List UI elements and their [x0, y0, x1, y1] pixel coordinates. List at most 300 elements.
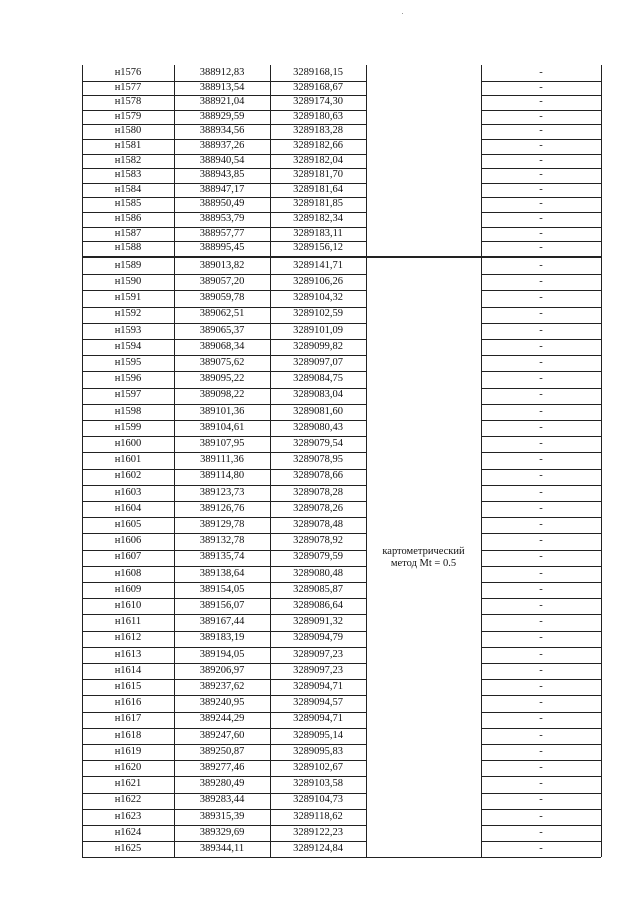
- note-cell: -: [539, 664, 543, 676]
- table-row: [82, 695, 601, 711]
- y-coordinate-cell: 3289118,62: [293, 810, 343, 822]
- table-row: [82, 582, 601, 598]
- column-divider: [174, 256, 175, 857]
- point-id-cell: н1614: [114, 664, 142, 676]
- point-id-cell: н1622: [114, 794, 142, 806]
- point-id-cell: н1597: [114, 389, 142, 401]
- note-cell: -: [539, 405, 543, 417]
- row-divider: [82, 614, 366, 615]
- x-coordinate-cell: 389194,05: [199, 648, 245, 660]
- table-row: [82, 110, 601, 125]
- y-coordinate-cell: 3289094,71: [293, 713, 343, 725]
- point-id-cell: н1583: [114, 169, 142, 181]
- x-coordinate-cell: 389126,76: [199, 502, 245, 514]
- x-coordinate-cell: 389057,20: [199, 276, 245, 288]
- x-coordinate-cell: 389206,97: [199, 664, 245, 676]
- column-divider: [270, 65, 271, 256]
- row-divider: [82, 776, 366, 777]
- row-divider: [481, 744, 601, 745]
- x-coordinate-cell: 389183,19: [199, 632, 245, 644]
- note-cell: -: [539, 421, 543, 433]
- y-coordinate-cell: 3289099,82: [293, 340, 343, 352]
- table-row: [82, 339, 601, 355]
- row-divider: [481, 501, 601, 502]
- note-cell: -: [539, 198, 543, 210]
- row-divider: [82, 663, 366, 664]
- point-id-cell: н1617: [114, 713, 142, 725]
- point-id-cell: н1582: [114, 154, 142, 166]
- table-row: [82, 533, 601, 549]
- x-coordinate-cell: 389114,80: [199, 470, 245, 482]
- y-coordinate-cell: 3289091,32: [293, 616, 343, 628]
- row-divider: [481, 695, 601, 696]
- row-divider: [481, 436, 601, 437]
- table-row: [82, 728, 601, 744]
- table-row: [82, 154, 601, 169]
- y-coordinate-cell: 3289095,14: [293, 729, 343, 741]
- y-coordinate-cell: 3289078,66: [293, 470, 343, 482]
- point-id-cell: н1620: [114, 762, 142, 774]
- point-id-cell: н1593: [114, 324, 142, 336]
- y-coordinate-cell: 3289181,70: [293, 169, 343, 181]
- note-cell: -: [539, 292, 543, 304]
- table-row: [82, 663, 601, 679]
- point-id-cell: н1615: [114, 681, 142, 693]
- column-divider: [366, 65, 367, 256]
- y-coordinate-cell: 3289095,83: [293, 745, 343, 757]
- table-row: [82, 841, 601, 857]
- row-divider: [481, 776, 601, 777]
- table-row: [82, 793, 601, 809]
- x-coordinate-cell: 388995,45: [199, 242, 245, 254]
- table-row: [82, 825, 601, 841]
- row-divider: [82, 124, 366, 125]
- note-cell: -: [539, 96, 543, 108]
- y-coordinate-cell: 3289102,67: [293, 762, 343, 774]
- point-id-cell: н1587: [114, 227, 142, 239]
- note-cell: -: [539, 183, 543, 195]
- x-coordinate-cell: 389101,36: [199, 405, 245, 417]
- row-divider: [82, 744, 366, 745]
- row-divider: [481, 355, 601, 356]
- note-cell: -: [539, 697, 543, 709]
- x-coordinate-cell: 389250,87: [199, 745, 245, 757]
- x-coordinate-cell: 388953,79: [199, 213, 245, 225]
- row-divider: [82, 371, 366, 372]
- row-divider: [82, 241, 366, 242]
- column-divider: [174, 65, 175, 256]
- point-id-cell: н1590: [114, 276, 142, 288]
- point-id-cell: н1576: [114, 67, 142, 79]
- x-coordinate-cell: 389059,78: [199, 292, 245, 304]
- row-divider: [481, 168, 601, 169]
- row-divider: [481, 809, 601, 810]
- row-divider: [481, 227, 601, 228]
- note-cell: -: [539, 213, 543, 225]
- note-cell: -: [539, 227, 543, 239]
- x-coordinate-cell: 388921,04: [199, 96, 245, 108]
- x-coordinate-cell: 389138,64: [199, 567, 245, 579]
- note-cell: -: [539, 389, 543, 401]
- x-coordinate-cell: 389135,74: [199, 551, 245, 563]
- note-cell: -: [539, 551, 543, 563]
- y-coordinate-cell: 3289078,28: [293, 486, 343, 498]
- row-divider: [82, 469, 366, 470]
- column-divider: [82, 256, 83, 857]
- x-coordinate-cell: 389111,36: [200, 454, 244, 466]
- note-cell: -: [539, 259, 543, 271]
- x-coordinate-cell: 389075,62: [199, 357, 245, 369]
- point-id-cell: н1607: [114, 551, 142, 563]
- x-coordinate-cell: 388913,54: [199, 81, 245, 93]
- row-divider: [82, 95, 366, 96]
- row-divider: [481, 183, 601, 184]
- x-coordinate-cell: 389244,29: [199, 713, 245, 725]
- point-id-cell: н1625: [114, 843, 142, 855]
- point-id-cell: н1600: [114, 438, 142, 450]
- table-row: [82, 388, 601, 404]
- x-coordinate-cell: 388943,85: [199, 169, 245, 181]
- note-cell: -: [539, 486, 543, 498]
- x-coordinate-cell: 388937,26: [199, 140, 245, 152]
- x-coordinate-cell: 389095,22: [199, 373, 245, 385]
- note-cell: -: [539, 470, 543, 482]
- row-divider: [82, 436, 366, 437]
- y-coordinate-cell: 3289168,67: [293, 81, 343, 93]
- note-cell: -: [539, 632, 543, 644]
- table-row: [82, 809, 601, 825]
- x-coordinate-cell: 389247,60: [199, 729, 245, 741]
- row-divider: [82, 197, 366, 198]
- row-divider: [82, 582, 366, 583]
- point-id-cell: н1578: [114, 96, 142, 108]
- note-cell: -: [539, 762, 543, 774]
- table-row: [82, 371, 601, 387]
- table-row: [82, 517, 601, 533]
- table-row: [82, 81, 601, 96]
- row-divider: [82, 695, 366, 696]
- row-divider: [82, 631, 366, 632]
- note-cell: -: [539, 810, 543, 822]
- column-divider: [481, 65, 482, 256]
- note-cell: -: [539, 125, 543, 137]
- table-bottom-border: [82, 857, 601, 858]
- row-divider: [82, 274, 366, 275]
- row-divider: [481, 452, 601, 453]
- note-cell: -: [539, 616, 543, 628]
- point-id-cell: н1608: [114, 567, 142, 579]
- note-cell: -: [539, 648, 543, 660]
- row-divider: [481, 614, 601, 615]
- note-cell: -: [539, 535, 543, 547]
- x-coordinate-cell: 389283,44: [199, 794, 245, 806]
- note-cell: -: [539, 81, 543, 93]
- table-row: [82, 566, 601, 582]
- point-id-cell: н1577: [114, 81, 142, 93]
- note-cell: -: [539, 169, 543, 181]
- point-id-cell: н1588: [114, 242, 142, 254]
- note-cell: -: [539, 276, 543, 288]
- row-divider: [82, 388, 366, 389]
- y-coordinate-cell: 3289080,43: [293, 421, 343, 433]
- row-divider: [481, 469, 601, 470]
- table-row: [82, 712, 601, 728]
- row-divider: [82, 679, 366, 680]
- x-coordinate-cell: 389237,62: [199, 681, 245, 693]
- y-coordinate-cell: 3289180,63: [293, 110, 343, 122]
- row-divider: [82, 501, 366, 502]
- note-cell: -: [539, 324, 543, 336]
- note-cell: -: [539, 567, 543, 579]
- table-row: [82, 95, 601, 110]
- row-divider: [82, 307, 366, 308]
- row-divider: [481, 566, 601, 567]
- y-coordinate-cell: 3289094,71: [293, 681, 343, 693]
- point-id-cell: н1611: [114, 616, 142, 628]
- table-row: [82, 290, 601, 306]
- point-id-cell: н1618: [114, 729, 142, 741]
- row-divider: [82, 290, 366, 291]
- x-coordinate-cell: 389277,46: [199, 762, 245, 774]
- table-row: [82, 550, 601, 566]
- row-divider: [82, 355, 366, 356]
- note-cell: -: [539, 713, 543, 725]
- table-row: [82, 631, 601, 647]
- y-coordinate-cell: 3289078,48: [293, 519, 343, 531]
- y-coordinate-cell: 3289156,12: [293, 242, 343, 254]
- row-divider: [82, 598, 366, 599]
- table-row: [82, 139, 601, 154]
- y-coordinate-cell: 3289078,92: [293, 535, 343, 547]
- y-coordinate-cell: 3289182,66: [293, 140, 343, 152]
- row-divider: [82, 793, 366, 794]
- note-cell: -: [539, 843, 543, 855]
- column-divider: [481, 256, 482, 857]
- point-id-cell: н1581: [114, 140, 142, 152]
- point-id-cell: н1621: [114, 778, 142, 790]
- note-cell: -: [539, 583, 543, 595]
- x-coordinate-cell: 388940,54: [199, 154, 245, 166]
- row-divider: [481, 274, 601, 275]
- row-divider: [481, 631, 601, 632]
- note-cell: -: [539, 826, 543, 838]
- x-coordinate-cell: 388929,59: [199, 110, 245, 122]
- y-coordinate-cell: 3289141,71: [293, 259, 343, 271]
- column-divider: [82, 65, 83, 256]
- note-cell: -: [539, 681, 543, 693]
- y-coordinate-cell: 3289097,23: [293, 648, 343, 660]
- note-cell: -: [539, 154, 543, 166]
- row-divider: [481, 841, 601, 842]
- point-id-cell: н1603: [114, 486, 142, 498]
- row-divider: [82, 404, 366, 405]
- note-cell: -: [539, 794, 543, 806]
- x-coordinate-cell: 389156,07: [199, 600, 245, 612]
- y-coordinate-cell: 3289078,26: [293, 502, 343, 514]
- table-row: [82, 212, 601, 227]
- method-line-2: метод Mt = 0.5: [390, 557, 457, 569]
- row-divider: [82, 841, 366, 842]
- y-coordinate-cell: 3289106,26: [293, 276, 343, 288]
- row-divider: [481, 339, 601, 340]
- point-id-cell: н1596: [114, 373, 142, 385]
- row-divider: [82, 139, 366, 140]
- column-divider: [601, 256, 602, 857]
- table-row: [82, 183, 601, 198]
- table-row: [82, 307, 601, 323]
- y-coordinate-cell: 3289181,85: [293, 198, 343, 210]
- point-id-cell: н1589: [114, 259, 142, 271]
- y-coordinate-cell: 3289181,64: [293, 183, 343, 195]
- point-id-cell: н1595: [114, 357, 142, 369]
- point-id-cell: н1586: [114, 213, 142, 225]
- note-cell: -: [539, 600, 543, 612]
- y-coordinate-cell: 3289183,11: [293, 227, 343, 239]
- row-divider: [82, 212, 366, 213]
- row-divider: [481, 712, 601, 713]
- x-coordinate-cell: 388947,17: [199, 183, 245, 195]
- row-divider: [82, 647, 366, 648]
- row-divider: [481, 825, 601, 826]
- x-coordinate-cell: 389132,78: [199, 535, 245, 547]
- x-coordinate-cell: 389154,05: [199, 583, 245, 595]
- point-id-cell: н1584: [114, 183, 142, 195]
- row-divider: [481, 598, 601, 599]
- point-id-cell: н1602: [114, 470, 142, 482]
- group-separator: [82, 256, 601, 258]
- x-coordinate-cell: 389062,51: [199, 308, 245, 320]
- note-cell: -: [539, 745, 543, 757]
- row-divider: [82, 760, 366, 761]
- row-divider: [481, 323, 601, 324]
- row-divider: [481, 485, 601, 486]
- row-divider: [82, 323, 366, 324]
- table-row: [82, 404, 601, 420]
- row-divider: [82, 452, 366, 453]
- y-coordinate-cell: 3289102,59: [293, 308, 343, 320]
- y-coordinate-cell: 3289104,32: [293, 292, 343, 304]
- y-coordinate-cell: 3289168,15: [293, 67, 343, 79]
- row-divider: [82, 420, 366, 421]
- row-divider: [481, 728, 601, 729]
- point-id-cell: н1598: [114, 405, 142, 417]
- row-divider: [481, 582, 601, 583]
- x-coordinate-cell: 389280,49: [199, 778, 245, 790]
- row-divider: [481, 793, 601, 794]
- row-divider: [82, 712, 366, 713]
- point-id-cell: н1623: [114, 810, 142, 822]
- y-coordinate-cell: 3289085,87: [293, 583, 343, 595]
- y-coordinate-cell: 3289083,04: [293, 389, 343, 401]
- table-row: [82, 452, 601, 468]
- table-row: [82, 598, 601, 614]
- x-coordinate-cell: 389104,61: [199, 421, 245, 433]
- row-divider: [481, 124, 601, 125]
- table-row: [82, 241, 601, 256]
- column-divider: [601, 65, 602, 256]
- table-row: [82, 66, 601, 81]
- row-divider: [82, 809, 366, 810]
- row-divider: [481, 679, 601, 680]
- row-divider: [82, 550, 366, 551]
- y-coordinate-cell: 3289183,28: [293, 125, 343, 137]
- y-coordinate-cell: 3289079,59: [293, 551, 343, 563]
- method-line-1: картометрический: [382, 545, 465, 557]
- row-divider: [82, 110, 366, 111]
- note-cell: -: [539, 438, 543, 450]
- x-coordinate-cell: 389123,73: [199, 486, 245, 498]
- row-divider: [82, 533, 366, 534]
- row-divider: [481, 241, 601, 242]
- note-cell: -: [539, 519, 543, 531]
- point-id-cell: н1594: [114, 340, 142, 352]
- x-coordinate-cell: 389315,39: [199, 810, 245, 822]
- row-divider: [481, 139, 601, 140]
- note-cell: -: [539, 140, 543, 152]
- note-cell: -: [539, 110, 543, 122]
- row-divider: [481, 517, 601, 518]
- point-id-cell: н1601: [114, 454, 142, 466]
- row-divider: [481, 290, 601, 291]
- x-coordinate-cell: 389013,82: [199, 259, 245, 271]
- point-id-cell: н1619: [114, 745, 142, 757]
- point-id-cell: н1579: [114, 110, 142, 122]
- point-id-cell: н1624: [114, 826, 142, 838]
- y-coordinate-cell: 3289124,84: [293, 843, 343, 855]
- y-coordinate-cell: 3289104,73: [293, 794, 343, 806]
- y-coordinate-cell: 3289084,75: [293, 373, 343, 385]
- row-divider: [82, 825, 366, 826]
- row-divider: [481, 533, 601, 534]
- point-id-cell: н1585: [114, 198, 142, 210]
- y-coordinate-cell: 3289101,09: [293, 324, 343, 336]
- note-cell: -: [539, 308, 543, 320]
- y-coordinate-cell: 3289086,64: [293, 600, 343, 612]
- note-cell: -: [539, 454, 543, 466]
- x-coordinate-cell: 388912,83: [199, 67, 245, 79]
- point-id-cell: н1605: [114, 519, 142, 531]
- y-coordinate-cell: 3289097,07: [293, 357, 343, 369]
- table-row: [82, 679, 601, 695]
- y-coordinate-cell: 3289174,30: [293, 96, 343, 108]
- x-coordinate-cell: 389065,37: [199, 324, 245, 336]
- y-coordinate-cell: 3289081,60: [293, 405, 343, 417]
- table-row: [82, 355, 601, 371]
- x-coordinate-cell: 389107,95: [199, 438, 245, 450]
- row-divider: [82, 517, 366, 518]
- table-row: [82, 744, 601, 760]
- row-divider: [82, 728, 366, 729]
- table-row: [82, 647, 601, 663]
- point-id-cell: н1606: [114, 535, 142, 547]
- table-row: [82, 436, 601, 452]
- row-divider: [481, 760, 601, 761]
- row-divider: [481, 550, 601, 551]
- row-divider: [481, 404, 601, 405]
- note-cell: -: [539, 502, 543, 514]
- row-divider: [82, 485, 366, 486]
- point-id-cell: н1613: [114, 648, 142, 660]
- y-coordinate-cell: 3289097,23: [293, 664, 343, 676]
- row-divider: [481, 81, 601, 82]
- x-coordinate-cell: 388934,56: [199, 125, 245, 137]
- point-id-cell: н1612: [114, 632, 142, 644]
- table-row: [82, 323, 601, 339]
- point-id-cell: н1609: [114, 583, 142, 595]
- y-coordinate-cell: 3289079,54: [293, 438, 343, 450]
- table-row: [82, 274, 601, 290]
- table-row: [82, 227, 601, 242]
